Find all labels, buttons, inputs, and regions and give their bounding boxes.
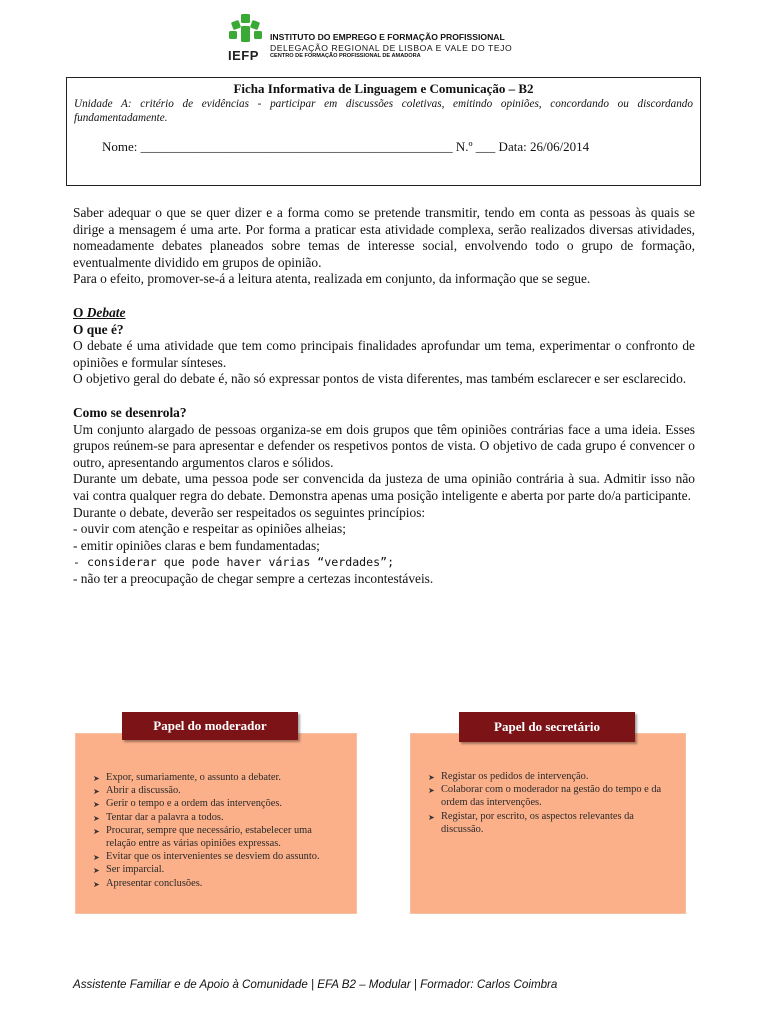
training-centre: CENTRO DE FORMAÇÃO PROFISSIONAL DE AMADORA: [270, 53, 421, 59]
page-footer: Assistente Familiar e de Apoio à Comunidade | EFA B2 – Modular | Formador: Carlos Coimbra: [73, 978, 558, 991]
list-item: ➤ Registar, por escrito, os aspectos relevantes da discussão.: [428, 810, 634, 835]
unit-description: Unidade A: critério de evidências - participar em discussões coletivas, emitindo opiniões, concordando ou discordando fundamentadamente.: [74, 98, 693, 124]
secretary-list: [427, 770, 677, 836]
arrow-bullet-icon: ➤: [93, 879, 100, 889]
principle-item: - considerar que pode haver várias “verdades”;: [73, 555, 395, 570]
secretary-box: [410, 733, 686, 914]
list-item: ➤ Evitar que os intervenientes se desviem do assunto.: [92, 850, 344, 863]
regional-delegation: DELEGAÇÃO REGIONAL DE LISBOA E VALE DO TEJO: [270, 43, 513, 53]
main-content: [73, 205, 695, 587]
list-item: ➤ Apresentar conclusões.: [92, 877, 344, 890]
logo-text: IEFP: [228, 48, 259, 63]
list-item: ➤ Registar os pedidos de intervenção.: [427, 770, 677, 783]
arrow-bullet-icon: ➤: [93, 787, 100, 797]
page-header: [226, 12, 556, 64]
principle-item: - ouvir com atenção e respeitar as opiniões alheias;: [73, 521, 346, 537]
arrow-bullet-icon: ➤: [93, 774, 100, 783]
how-paragraph-3: Durante o debate, deverão ser respeitados os seguintes princípios:: [73, 504, 426, 520]
debate-heading-prefix: O: [73, 304, 87, 320]
arrow-bullet-icon: ➤: [93, 800, 100, 810]
principle-item: - emitir opiniões claras e bem fundamentadas;: [73, 537, 320, 553]
arrow-bullet-icon: ➤: [428, 773, 435, 782]
how-heading: Como se desenrola?: [73, 404, 187, 420]
arrow-bullet-icon: ➤: [428, 812, 435, 822]
list-item: ➤ Tentar dar a palavra a todos.: [92, 811, 344, 824]
how-paragraph-2: Durante um debate, uma pessoa pode ser convencida da justeza de uma opinião contrária à sua. Admitir isso não vai contra qualquer regra do debate. Demonstra apenas uma posição inteligente e aberta por parte do/a participante.: [73, 471, 695, 503]
list-item: ➤ Expor, sumariamente, o assunto a debater.: [92, 771, 344, 784]
arrow-bullet-icon: ➤: [428, 786, 435, 796]
arrow-bullet-icon: ➤: [93, 853, 100, 863]
list-item: ➤ Colaborar com o moderador na gestão do tempo e da ordem das intervenções.: [428, 784, 662, 809]
what-is-paragraph: O debate é uma atividade que tem como principais finalidades aprofundar um tema, experimentar o confronto de opiniões e formular sínteses.: [73, 338, 695, 370]
what-is-heading: O que é?: [73, 321, 124, 337]
institute-name: INSTITUTO DO EMPREGO E FORMAÇÃO PROFISSIONAL: [270, 32, 505, 42]
debate-heading-word: Debate: [86, 304, 126, 320]
objective-paragraph: O objetivo geral do debate é, não só expressar pontos de vista diferentes, mas também esclarecer e ser esclarecido.: [73, 371, 687, 387]
moderator-box-title: Papel do moderador: [122, 712, 298, 740]
moderator-list: [92, 771, 344, 890]
list-item: ➤ Ser imparcial.: [92, 863, 344, 876]
arrow-bullet-icon: ➤: [93, 813, 100, 823]
list-item: ➤ Abrir a discussão.: [92, 784, 344, 797]
arrow-bullet-icon: ➤: [93, 866, 100, 876]
list-item: ➤ Gerir o tempo e a ordem das intervenções.: [92, 797, 344, 810]
document-title: Ficha Informativa de Linguagem e Comunicação – B2: [233, 81, 534, 96]
arrow-bullet-icon: ➤: [93, 826, 100, 836]
list-item: ➤ Procurar, sempre que necessário, estabelecer uma relação entre as várias opiniões expressas.: [93, 824, 312, 850]
intro-paragraph-2: Para o efeito, promover-se-á a leitura atenta, realizada em conjunto, da informação que se segue.: [73, 271, 591, 287]
how-paragraph-1: Um conjunto alargado de pessoas organiza-se em dois grupos que têm opiniões contrárias face a uma ideia. Esses grupos reúnem-se para apresentar e defender os respetivos pontos de vista. O objetivo de cada grupo é convencer o outro, apresentando argumentos claros e sólidos.: [73, 421, 695, 470]
moderator-box: [75, 733, 357, 914]
principle-item: - não ter a preocupação de chegar sempre a certezas incontestáveis.: [73, 570, 434, 586]
title-box: [66, 77, 701, 186]
name-number-date-line: Nome: ________________________________________________ N.º ___ Data: 26/06/2014: [102, 139, 590, 154]
intro-paragraph: Saber adequar o que se quer dizer e a forma como se pretende transmitir, tendo em conta as pessoas às quais se dirige a mensagem é uma arte. Por forma a praticar esta atividade complexa, serão realizados diversas atividades, nomeadamente debates planeados sobre temas de interesse social, envolvendo todo o grupo de formação, eventualmente dividido em grupos de opinião.: [73, 205, 695, 270]
debate-heading: [73, 305, 695, 322]
secretary-box-title: Papel do secretário: [459, 712, 635, 742]
